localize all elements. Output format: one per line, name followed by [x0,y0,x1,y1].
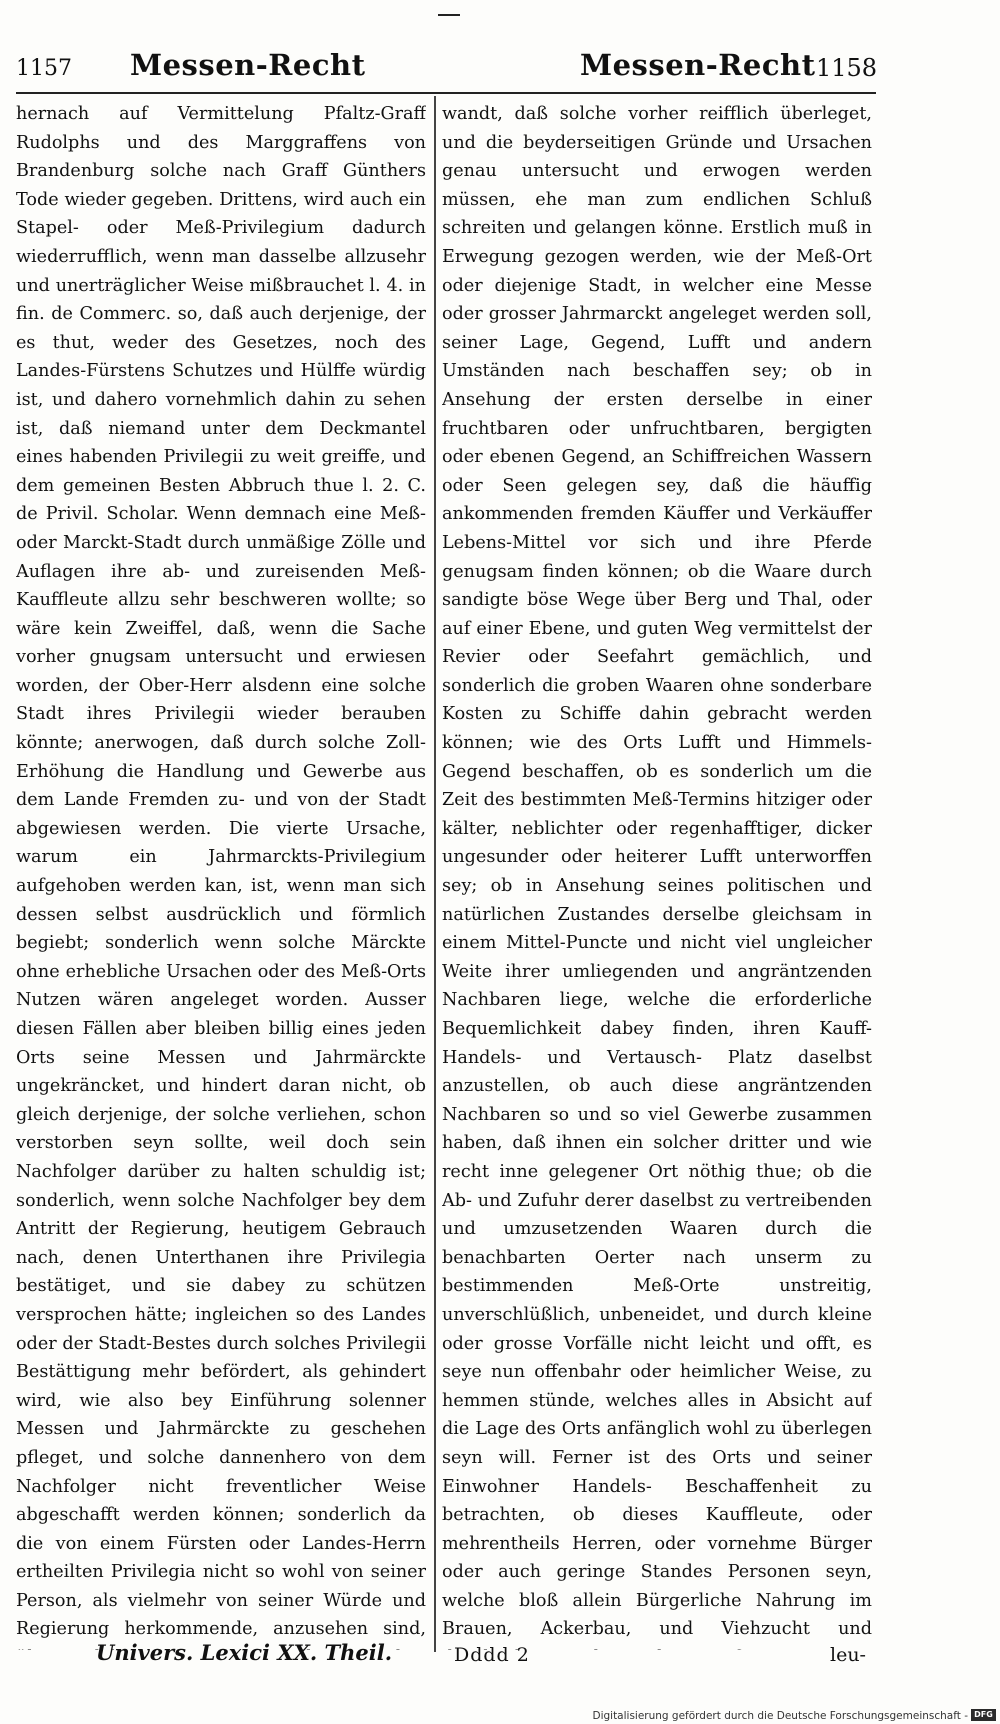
sheet-signature: Dddd 2 [454,1644,530,1666]
page-number-left: 1157 [16,56,72,81]
page-number-right: 1158 [816,54,878,82]
column-divider [434,96,436,1652]
running-title-right: Messen-Recht [580,48,816,82]
text-column-left [16,100,426,1650]
right-column-text: wandt, daß solche vorher reifflich überleget, und die beyderseitigen Gründe und Ursachen genau untersucht und erwogen werden müssen, ehe man zum endlichen Schluß schreiten und gelangen könne. Erstlich muß in Erwegung gezogen werden, wie der Meß-Ort oder diejenige Stadt, in welcher eine Messe oder grosser Jahrmarckt angeleget werden soll, seiner Lage, Gegend, Lufft und andern Umständen nach beschaffen sey; ob in Ansehung der ersten derselbe in einer fruchtbaren oder unfruchtbaren, bergigten oder ebenen Gegend, an Schiffreichen Wassern oder Seen gelegen sey, daß die häuffig ankommenden fremden Käuffer und Verkäuffer Lebens-Mittel vor sich und ihre Pferde genugsam finden können; ob die Waare durch sandigte böse Wege über Berg und Thal, oder auf einer Ebene, und guten Weg vermittelst der Revier oder Seefahrt gemächlich, und sonderlich die groben Waaren ohne sonderbare Kosten zu Schiffe dahin gebracht werden können; wie des Orts Lufft und Himmels-Gegend beschaffen, ob es sonderlich um die Zeit des bestimmten Meß-Termins hitziger oder kälter, neblichter oder regenhafftiger, dicker ungesunder oder heiterer Lufft unterworffen sey; ob in Ansehung seines politischen und natürlichen Zustandes derselbe gleichsam in einem Mittel-Puncte und nicht viel ungleicher Weite ihrer umliegenden und angräntzenden Nachbaren liege, welche die erforderliche Bequemlichkeit dabey finden, ihren Kauff- Handels- und Vertausch- Platz daselbst anzustellen, ob auch diese angräntzenden Nachbaren so und so viel Gewerbe zusammen haben, daß ihnen ein solcher dritter und wie recht inne gelegener Ort nöthig thue; ob die Ab- und Zufuhr derer daselbst zu vertreibenden und umzusetzenden Waaren durch die benachbarten Oerter nach unserm zu bestimmenden Meß-Orte unstreitig, unverschlüßlich, unbeneidet, und durch kleine oder grosse Vorfälle nicht leicht und offt, es seye nun offenbahr oder heimlicher Weise, zu hemmen stünde, welches alles in Absicht auf die Lage des Orts anfänglich wohl zu überlegen seyn will. Ferner ist des Orts und seiner Einwohner Handels- Beschaffenheit zu betrachten, ob dieses Kauffleute, oder mehrentheils Herren, oder vornehme Bürger oder auch geringe Standes Personen seyn, welche bloß allein Bürgerliche Nahrung im Brauen, Ackerbau, und Viehzucht und [442,104,872,1640]
left-column-text: hernach auf Vermittelung Pfaltz-Graff Rudolphs und des Marggraffens von Brandenburg solche nach Graff Günthers Tode wieder gegeben. Drittens, wird auch ein Stapel- oder Meß-Privilegium dadurch wiederrufflich, wenn man dasselbe allzusehr und unerträglicher Weise mißbrauchet l. 4. in fin. de Commerc. so, daß auch derjenige, der es thut, weder des Gesetzes, noch des Landes-Fürstens Schutzes und Hülffe würdig ist, und dahero vornehmlich dahin zu sehen ist, daß niemand unter dem Deckmantel eines habenden Privilegii zu weit greiffe, und dem gemeinen Besten Abbruch thue l. 2. C. de Privil. Scholar. Wenn demnach eine Meß- oder Marckt-Stadt durch unmäßige Zölle und Auflagen ihre ab- und zureisenden Meß-Kauffleute allzu sehr beschweren wollte; so wäre kein Zweiffel, daß, wenn die Sache vorher gnugsam untersucht und erwiesen worden, der Ober-Herr alsdenn eine solche Stadt ihres Privilegii wieder berauben könnte; anerwogen, daß durch solche Zoll-Erhöhung die Handlung und Gewerbe aus dem Lande Fremden zu- und von der Stadt abgewiesen werden. Die vierte Ursache, warum ein Jahrmarckts-Privilegium aufgehoben werden kan, ist, wenn man sich dessen selbst ausdrücklich und förmlich begiebt; sonderlich wenn solche Märckte ohne erhebliche Ursachen oder des Meß-Orts Nutzen wären angeleget worden. Ausser diesen Fällen aber bleiben billig eines jeden Orts seine Messen und Jahrmärckte ungekräncket, und hindert daran nicht, ob gleich derjenige, der solche verliehen, schon verstorben seyn sollte, weil doch sein Nachfolger darüber zu halten schuldig ist; sonderlich, wenn solche Nachfolger bey dem Antritt der Regierung, heutigem Gebrauch nach, denen Unterthanen ihre Privilegia bestätiget, und sie dabey zu schützen versprochen hätte; ingleichen so des Landes oder der Stadt-Bestes durch solches Privilegii Bestättigung mehr befördert, als gehindert wird, wie also bey Einführung solenner Messen und Jahrmärckte zu geschehen pfleget, und solche dannenhero von dem Nachfolger nicht freventlicher Weise abgeschafft werden können; sonderlich da die von einem Fürsten oder Landes-Herrn ertheilten Privilegia nicht so wohl von seiner Person, als vielmehr von seiner Würde und Regierung herkommende, anzusehen sind, [16,104,426,1640]
text-column-right [442,100,872,1650]
header-rule [16,92,876,94]
dfg-logo: DFG [971,1709,996,1721]
running-header [0,44,1000,84]
top-mark [438,14,460,16]
digitization-credit: Digitalisierung gefördert durch die Deutsche Forschungsgemeinschaft - [592,1710,968,1722]
volume-signature: Univers. Lexici XX. Theil. [96,1640,393,1665]
catchword: leu- [830,1644,866,1666]
running-title-left: Messen-Recht [130,48,366,82]
